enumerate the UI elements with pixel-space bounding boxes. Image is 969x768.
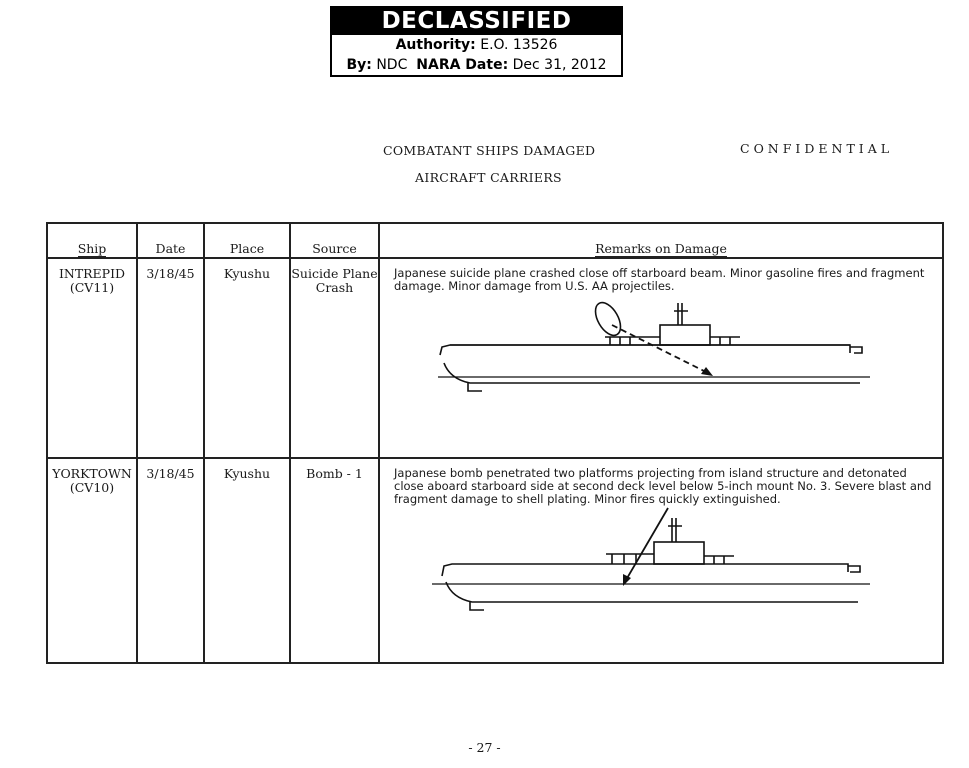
stamp-title: DECLASSIFIED: [332, 8, 621, 35]
island-structure: [660, 325, 710, 345]
stamp-by-date: [332, 55, 621, 75]
ship-name: INTREPID: [58, 266, 126, 281]
column-header-place: Place: [204, 223, 290, 258]
bomb-trajectory-arrow: [626, 508, 668, 580]
table-header-row: [47, 223, 943, 258]
stamp-authority: [332, 35, 621, 55]
column-header-source: Source: [290, 223, 379, 258]
stern-keel: [468, 383, 482, 391]
column-header-remarks: Remarks on Damage: [379, 223, 943, 258]
source-line-1: Bomb - 1: [306, 466, 363, 481]
island-structure: [654, 542, 704, 564]
gun-mounts: [606, 554, 734, 564]
bow-overhang: [848, 566, 860, 572]
date-cell: 3/18/45: [137, 458, 204, 663]
hull-bottom: [446, 582, 858, 602]
hull-outline: [440, 345, 850, 355]
remarks-text: Japanese suicide plane crashed close off starboard beam. Minor gasoline fires and fragment damage. Minor damage from U.S. AA projectiles.: [394, 266, 925, 293]
remarks-cell: [379, 258, 943, 458]
place-cell: Kyushu: [204, 258, 290, 458]
hull-outline: [442, 564, 848, 576]
date-cell: 3/18/45: [137, 258, 204, 458]
source-cell: [290, 458, 379, 663]
source-line-1: Suicide Plane: [291, 266, 378, 281]
aircraft-marker: [590, 298, 625, 339]
stern-keel: [470, 602, 484, 610]
hull-number: (CV11): [69, 280, 115, 295]
island-mast: [668, 518, 682, 542]
source-cell: [290, 258, 379, 458]
ship-damage-diagram: [430, 293, 870, 403]
stamp-date-label: NARA Date:: [416, 57, 509, 73]
ship-damage-diagram: [430, 506, 870, 621]
declassified-stamp: [330, 6, 623, 77]
damage-table: [46, 222, 944, 664]
place-cell: Kyushu: [204, 458, 290, 663]
remarks-cell: [379, 458, 943, 663]
stamp-by-value: NDC: [376, 57, 408, 73]
table-row: [47, 258, 943, 458]
bow-overhang: [850, 347, 862, 353]
document-title: COMBATANT SHIPS DAMAGED: [383, 143, 596, 158]
ship-cell: [47, 258, 137, 458]
ship-name: YORKTOWN: [52, 466, 132, 481]
document-subtitle: AIRCRAFT CARRIERS: [415, 170, 562, 185]
hull-number: (CV10): [69, 480, 115, 495]
page-number: - 27 -: [468, 740, 501, 755]
stamp-date-value: Dec 31, 2012: [512, 57, 607, 73]
remarks-text: Japanese bomb penetrated two platforms projecting from island structure and detonated close aboard starboard side at second deck level below 5-inch mount No. 3. Severe blast and fragment damage to shell plating. Minor fires quickly extinguished.: [394, 466, 932, 506]
hull-bottom: [444, 363, 860, 383]
column-header-ship: Ship: [47, 223, 137, 258]
stamp-by-label: By:: [346, 57, 372, 73]
arrow-head: [701, 367, 713, 376]
column-header-date: Date: [137, 223, 204, 258]
island-mast: [674, 303, 688, 325]
source-line-2: Crash: [315, 280, 354, 295]
gun-mounts: [605, 337, 740, 345]
table-row: [47, 458, 943, 663]
classification-marking: CONFIDENTIAL: [740, 141, 894, 156]
stamp-authority-label: Authority:: [395, 37, 476, 53]
stamp-authority-value: E.O. 13526: [480, 37, 558, 53]
ship-cell: [47, 458, 137, 663]
